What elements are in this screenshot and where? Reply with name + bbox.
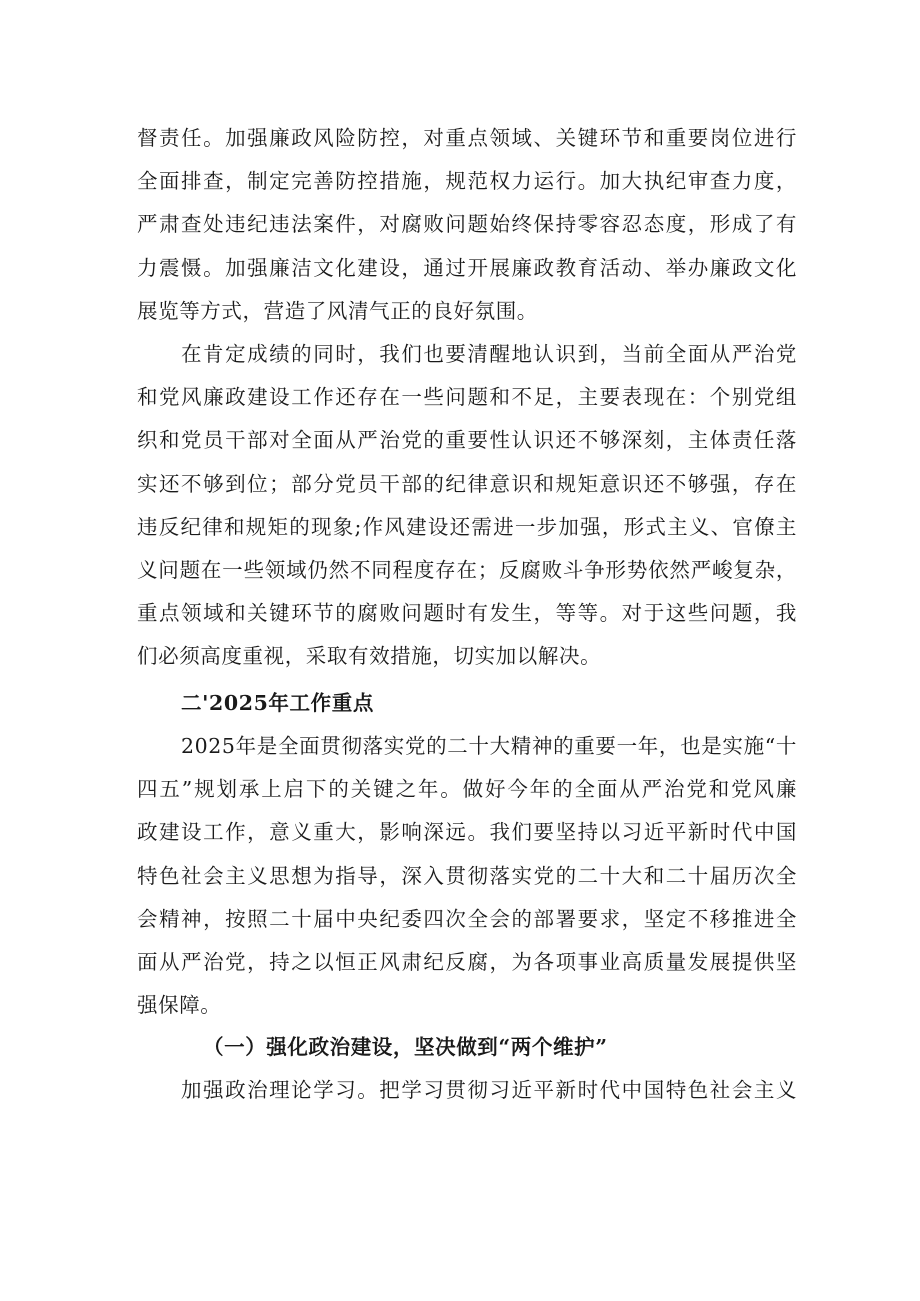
text-line: 2025年是全面贯彻落实党的二十大精神的重要一年，也是实施“十: [181, 734, 797, 758]
text-line: 加强政治理论学习。把学习贯彻习近平新时代中国特色社会主义: [181, 1078, 797, 1102]
paragraph-1: [137, 117, 797, 333]
paragraph-4: [137, 1069, 797, 1112]
text-line: 力震慑。加强廉洁文化建设，通过开展廉政教育活动、举办廉政文化: [137, 255, 797, 280]
text-line: 特色社会主义思想为指导，深入贯彻落实党的二十大和二十届历次全: [137, 863, 797, 888]
text-line: 们必须高度重视，采取有效措施，切实加以解决。: [137, 644, 602, 669]
paragraph-2: [137, 333, 797, 679]
text-line: 织和党员干部对全面从严治党的重要性认识还不够深刻，主体责任落: [137, 428, 797, 453]
text-line: 会精神，按照二十届中央纪委四次全会的部署要求，坚定不移推进全: [137, 906, 797, 931]
text-line: 四五”规划承上启下的关键之年。做好今年的全面从严治党和党风廉: [137, 777, 797, 802]
text-line: 在肯定成绩的同时，我们也要清醒地认识到，当前全面从严治党: [181, 342, 797, 366]
text-line: 义问题在一些领域仍然不同程度存在；反腐败斗争形势依然严峻复杂，: [137, 557, 797, 582]
text-line: 和党风廉政建设工作还存在一些问题和不足，主要表现在：个别党组: [137, 385, 797, 410]
section-heading: 二'2025年工作重点: [181, 691, 374, 715]
subsection-heading: （一）强化政治建设，坚决做到“两个维护”: [203, 1035, 608, 1059]
text-line: 严肃查处违纪违法案件，对腐败问题始终保持零容忍态度，形成了有: [137, 212, 797, 237]
text-line: 展览等方式，营造了风清气正的良好氛围。: [137, 298, 538, 323]
paragraph-3: [137, 725, 797, 1027]
text-line: 全面排查，制定完善防控措施，规范权力运行。加大执纪审查力度，: [137, 169, 797, 194]
text-line: 违反纪律和规矩的现象;作风建设还需进一步加强，形式主义、官僚主: [137, 514, 797, 539]
text-line: 重点领域和关键环节的腐败问题时有发生，等等。对于这些问题，我: [137, 601, 797, 626]
text-line: 督责任。加强廉政风险防控，对重点领域、关键环节和重要岗位进行: [137, 126, 797, 150]
text-line: 实还不够到位；部分党员干部的纪律意识和规矩意识还不够强，存在: [137, 471, 797, 496]
text-line: 强保障。: [137, 993, 222, 1018]
text-line: 政建设工作，意义重大，影响深远。我们要坚持以习近平新时代中国: [137, 820, 797, 845]
text-line: 面从严治党，持之以恒正风肃纪反腐，为各项事业高质量发展提供坚: [137, 949, 797, 974]
